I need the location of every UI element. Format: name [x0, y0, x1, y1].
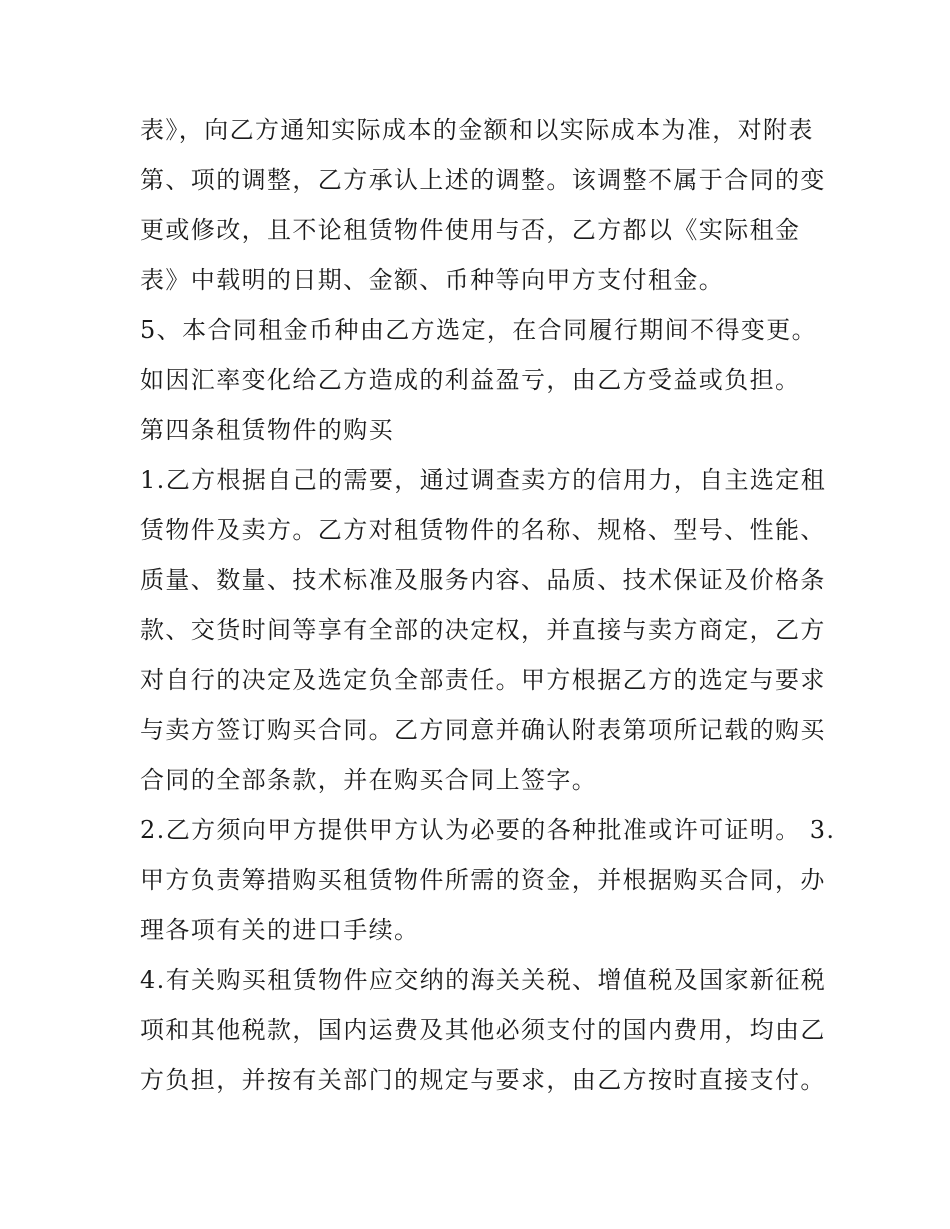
- text-line: 第、项的调整，乙方承认上述的调整。该调整不属于合同的变: [140, 166, 826, 194]
- section-heading: 第四条租赁物件的购买: [140, 416, 394, 444]
- text-line: 表》，向乙方通知实际成本的金额和以实际成本为准，对附表: [140, 116, 814, 144]
- text-line: 理各项有关的进口手续。: [140, 916, 420, 944]
- text-line: 4.有关购买租赁物件应交纳的海关关税、增值税及国家新征税: [140, 966, 827, 994]
- text-line: 赁物件及卖方。乙方对租赁物件的名称、规格、型号、性能、: [140, 516, 826, 544]
- text-line: 更或修改，且不论租赁物件使用与否，乙方都以《实际租金: [140, 216, 801, 244]
- text-line: 1.乙方根据自己的需要，通过调查卖方的信用力，自主选定租: [140, 466, 827, 494]
- text-line: 与卖方签订购买合同。乙方同意并确认附表第项所记载的购买: [140, 716, 826, 744]
- text-line: 方负担，并按有关部门的规定与要求，由乙方按时直接支付。: [140, 1066, 826, 1094]
- text-line: 合同的全部条款，并在购买合同上签字。: [140, 766, 598, 794]
- text-line: 2.乙方须向甲方提供甲方认为必要的各种批准或许可证明。 3.: [140, 816, 836, 844]
- text-line: 款、交货时间等享有全部的决定权，并直接与卖方商定，乙方: [140, 616, 826, 644]
- text-line: 甲方负责筹措购买租赁物件所需的资金，并根据购买合同，办: [140, 866, 826, 894]
- text-line: 5、本合同租金币种由乙方选定，在合同履行期间不得变更。: [140, 316, 818, 344]
- text-line: 表》中载明的日期、金额、币种等向甲方支付租金。: [140, 266, 725, 294]
- text-line: 质量、数量、技术标准及服务内容、品质、技术保证及价格条: [140, 566, 826, 594]
- text-line: 项和其他税款，国内运费及其他必须支付的国内费用，均由乙: [140, 1016, 826, 1044]
- text-line: 如因汇率变化给乙方造成的利益盈亏，由乙方受益或负担。: [140, 366, 801, 394]
- text-line: 对自行的决定及选定负全部责任。甲方根据乙方的选定与要求: [140, 666, 826, 694]
